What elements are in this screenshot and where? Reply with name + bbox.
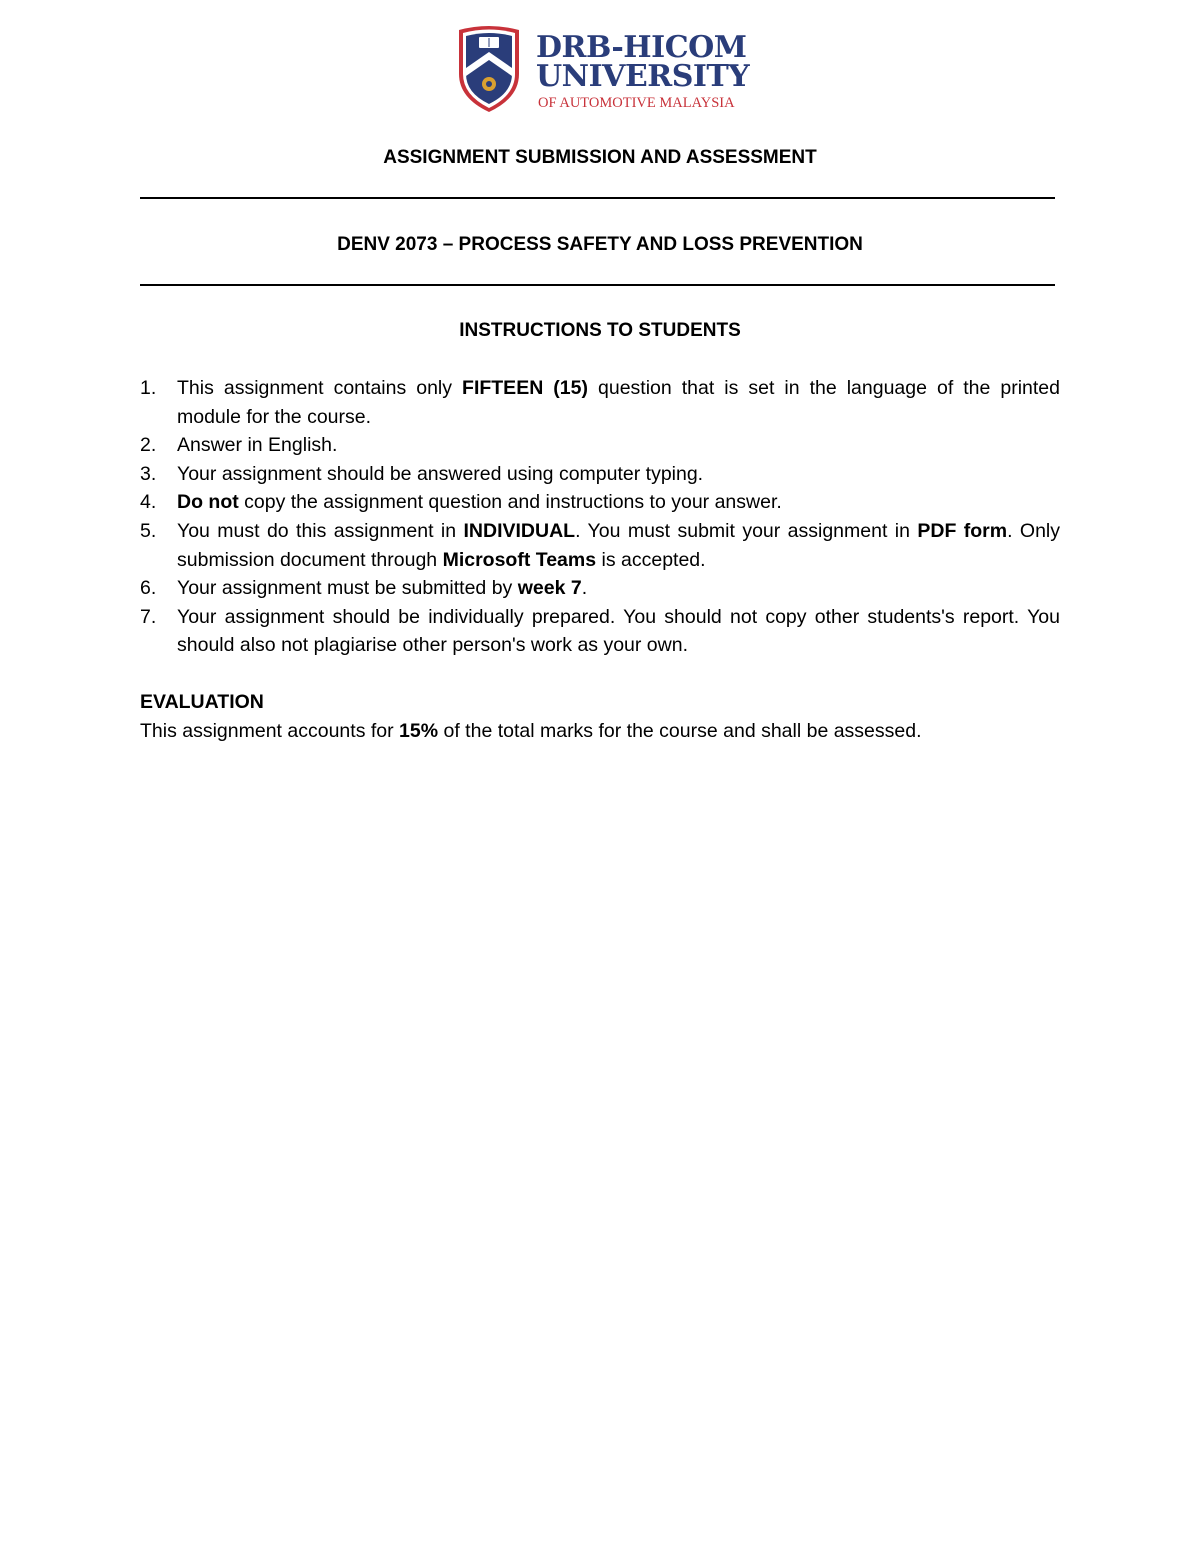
list-item	[140, 488, 1060, 517]
instruction-text: Your assignment should be answered using computer typing.	[177, 462, 704, 485]
list-item	[140, 517, 1060, 574]
instruction-text: . Only submission document through	[177, 519, 1061, 571]
instruction-text: is accepted.	[596, 548, 706, 571]
instruction-text: Your assignment must be submitted by	[177, 577, 518, 600]
instruction-emphasis: INDIVIDUAL	[463, 519, 576, 542]
instructions-heading: INSTRUCTIONS TO STUDENTS	[459, 320, 741, 341]
instruction-emphasis: Microsoft Teams	[442, 548, 597, 571]
list-number: 7.	[140, 605, 157, 628]
list-number: 6.	[140, 577, 157, 600]
instruction-text: . You must submit your assignment in	[575, 519, 918, 542]
instruction-text: Your assignment should be individually prepared. You should not copy other students's report. You should also not plagiarise other person's work as your own.	[177, 605, 1060, 657]
document-title: ASSIGNMENT SUBMISSION AND ASSESSMENT	[383, 147, 817, 168]
instructions-list	[140, 374, 1060, 660]
list-number: 4.	[140, 491, 157, 514]
list-item	[140, 374, 1060, 431]
instruction-text: Answer in English.	[177, 434, 338, 457]
evaluation-text-before: This assignment accounts for	[140, 720, 400, 742]
list-number: 5.	[140, 519, 157, 542]
logo-text-line2: UNIVERSITY	[536, 59, 750, 94]
list-number: 2.	[140, 434, 157, 457]
evaluation-text	[140, 717, 1060, 745]
instruction-text: question that is set in the language of the printed module for the course.	[177, 377, 1061, 428]
list-number: 3.	[140, 462, 157, 485]
evaluation-percent: 15%	[399, 720, 439, 742]
evaluation-heading: EVALUATION	[140, 691, 264, 713]
list-item	[140, 574, 1060, 603]
university-crest-icon	[456, 24, 522, 114]
instruction-emphasis: FIFTEEN (15)	[462, 377, 588, 399]
instruction-text: .	[581, 577, 588, 600]
instruction-text: This assignment contains only	[177, 377, 463, 399]
course-title: DENV 2073 – PROCESS SAFETY AND LOSS PREVENTION	[337, 234, 863, 255]
list-item	[140, 603, 1060, 660]
list-number: 1.	[140, 377, 157, 399]
instruction-emphasis: Do not	[177, 491, 239, 514]
instruction-emphasis: PDF form	[917, 519, 1008, 542]
university-wordmark	[536, 32, 756, 116]
instruction-emphasis: week 7	[517, 577, 582, 600]
list-item	[140, 460, 1060, 489]
divider-top	[140, 197, 1055, 199]
logo-text-line1: DRB-HICOM	[536, 30, 747, 65]
list-item	[140, 431, 1060, 460]
instruction-text: You must do this assignment in	[177, 519, 464, 542]
instruction-text: copy the assignment question and instructions to your answer.	[238, 491, 782, 514]
university-logo	[456, 24, 756, 116]
divider-bottom	[140, 284, 1055, 286]
evaluation-text-after: of the total marks for the course and shall be assessed.	[438, 720, 922, 742]
logo-text-line3: OF AUTOMOTIVE MALAYSIA	[538, 95, 735, 111]
